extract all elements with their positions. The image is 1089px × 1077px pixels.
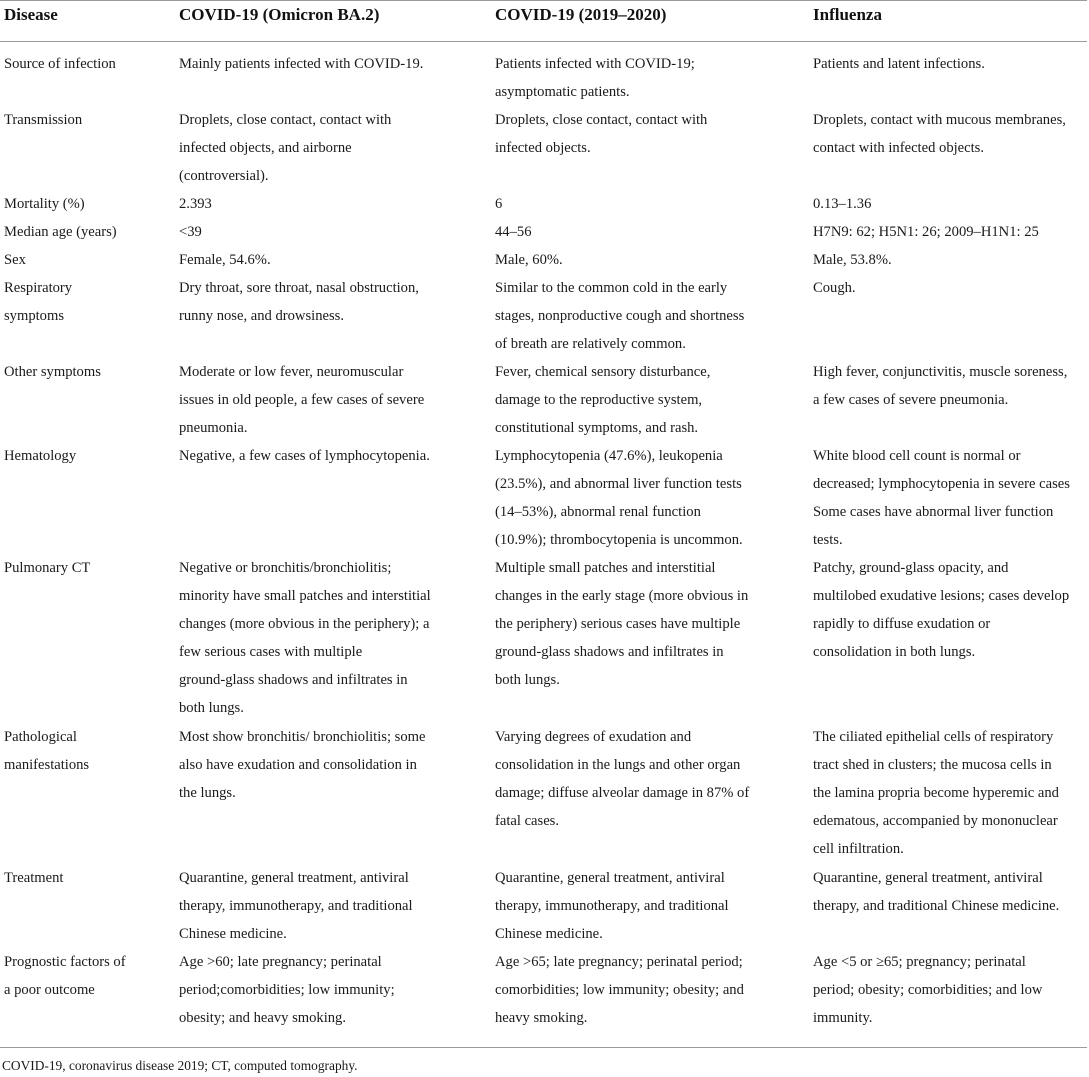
influenza-cell	[813, 246, 892, 274]
row-label	[4, 106, 82, 134]
cell-line: Source of infection	[4, 56, 116, 72]
influenza-cell	[813, 358, 1067, 414]
cell-line: the lungs.	[179, 785, 236, 801]
cell-line: (14–53%), abnormal renal function	[495, 504, 701, 520]
cell-line: consolidation in the lungs and other organ	[495, 757, 741, 773]
row-label	[4, 358, 101, 386]
cell-line: Pathological	[4, 729, 77, 745]
covid-2019-2020-cell	[495, 274, 744, 358]
cell-line: The ciliated epithelial cells of respiratory	[813, 729, 1054, 745]
cell-line: also have exudation and consolidation in	[179, 757, 417, 773]
cell-line: infected objects, and airborne	[179, 140, 352, 156]
cell-line: Quarantine, general treatment, antiviral	[179, 870, 409, 886]
cell-line: Negative, a few cases of lymphocytopenia.	[179, 448, 430, 464]
table-top-rule	[0, 0, 1087, 1]
cell-line: both lungs.	[179, 700, 244, 716]
cell-line: 44–56	[495, 224, 532, 240]
cell-line: Multiple small patches and interstitial	[495, 560, 716, 576]
cell-line: Sex	[4, 252, 26, 268]
cell-line: Quarantine, general treatment, antiviral	[495, 870, 725, 886]
cell-line: manifestations	[4, 757, 90, 773]
covid-2019-2020-cell	[495, 50, 695, 106]
cell-line: stages, nonproductive cough and shortness	[495, 308, 745, 324]
cell-line: White blood cell count is normal or	[813, 448, 1021, 464]
cell-line: 2.393	[179, 196, 212, 212]
row-label	[4, 948, 126, 1004]
cell-line: (10.9%); thrombocytopenia is uncommon.	[495, 532, 743, 548]
cell-line: therapy, immunotherapy, and traditional	[495, 898, 729, 914]
cell-line: 0.13–1.36	[813, 196, 872, 212]
covid-2019-2020-cell	[495, 246, 563, 274]
row-label	[4, 246, 26, 274]
cell-line: Hematology	[4, 448, 77, 464]
cell-line: Most show bronchitis/ bronchiolitis; some	[179, 729, 426, 745]
cell-line: Male, 60%.	[495, 252, 563, 268]
cell-line: infected objects.	[495, 140, 591, 156]
omicron-cell	[179, 50, 423, 78]
cell-line: Fever, chemical sensory disturbance,	[495, 364, 711, 380]
header-omicron: COVID-19 (Omicron BA.2)	[179, 5, 380, 24]
cell-line: contact with infected objects.	[813, 140, 985, 156]
cell-line: Pulmonary CT	[4, 560, 91, 576]
cell-line: changes (more obvious in the periphery); a	[179, 616, 430, 632]
omicron-cell	[179, 218, 202, 246]
cell-line: multilobed exudative lesions; cases develop	[813, 588, 1070, 604]
cell-line: consolidation in both lungs.	[813, 644, 976, 660]
cell-line: Transmission	[4, 112, 83, 128]
influenza-cell	[813, 50, 985, 78]
cell-line: symptoms	[4, 308, 65, 324]
covid-2019-2020-cell	[495, 442, 743, 554]
cell-line: Droplets, close contact, contact with	[495, 112, 708, 128]
covid-2019-2020-cell	[495, 948, 744, 1032]
cell-line: heavy smoking.	[495, 1010, 588, 1026]
cell-line: of breath are relatively common.	[495, 336, 686, 352]
cell-line: Quarantine, general treatment, antiviral	[813, 870, 1043, 886]
row-label	[4, 864, 63, 892]
cell-line: runny nose, and drowsiness.	[179, 308, 344, 324]
covid-2019-2020-cell	[495, 358, 710, 442]
cell-line: Patients and latent infections.	[813, 56, 985, 72]
influenza-cell	[813, 442, 1070, 554]
covid-2019-2020-cell	[495, 106, 707, 162]
cell-line: Chinese medicine.	[495, 926, 603, 942]
cell-line: a few cases of severe pneumonia.	[813, 392, 1009, 408]
cell-line: Moderate or low fever, neuromuscular	[179, 364, 404, 380]
cell-line: Female, 54.6%.	[179, 252, 271, 268]
cell-line: Some cases have abnormal liver function	[813, 504, 1054, 520]
omicron-cell	[179, 190, 212, 218]
omicron-cell	[179, 554, 431, 722]
row-label	[4, 442, 76, 470]
influenza-cell	[813, 723, 1059, 863]
row-label	[4, 190, 85, 218]
cell-line: Similar to the common cold in the early	[495, 280, 728, 296]
cell-line: Patients infected with COVID-19;	[495, 56, 695, 72]
cell-line: (controversial).	[179, 168, 269, 184]
cell-line: Cough.	[813, 280, 856, 296]
cell-line: comorbidities; low immunity; obesity; and	[495, 982, 744, 998]
header-influenza: Influenza	[813, 5, 882, 24]
cell-line: Male, 53.8%.	[813, 252, 892, 268]
cell-line: fatal cases.	[495, 813, 560, 829]
cell-line: Mortality (%)	[4, 196, 85, 212]
influenza-cell	[813, 218, 1039, 246]
table-footnote: COVID-19, coronavirus disease 2019; CT, computed tomography.	[2, 1058, 358, 1073]
cell-line: a poor outcome	[4, 982, 95, 998]
cell-line: Respiratory	[4, 280, 73, 296]
cell-line: the lamina propria become hyperemic and	[813, 785, 1059, 801]
cell-line: ground-glass shadows and infiltrates in	[495, 644, 724, 660]
cell-line: issues in old people, a few cases of severe	[179, 392, 425, 408]
cell-line: Mainly patients infected with COVID-19.	[179, 56, 424, 72]
cell-line: therapy, and traditional Chinese medicine.	[813, 898, 1060, 914]
cell-line: High fever, conjunctivitis, muscle soreness,	[813, 364, 1068, 380]
cell-line: Dry throat, sore throat, nasal obstruction,	[179, 280, 419, 296]
cell-line: H7N9: 62; H5N1: 26; 2009–H1N1: 25	[813, 224, 1039, 240]
influenza-cell	[813, 190, 871, 218]
cell-line: Chinese medicine.	[179, 926, 287, 942]
covid-2019-2020-cell	[495, 864, 729, 948]
omicron-cell	[179, 948, 395, 1032]
row-label	[4, 50, 116, 78]
cell-line: (23.5%), and abnormal liver function tests	[495, 476, 742, 492]
cell-line: both lungs.	[495, 672, 560, 688]
omicron-cell	[179, 274, 419, 330]
cell-line: Varying degrees of exudation and	[495, 729, 692, 745]
covid-2019-2020-cell	[495, 554, 748, 694]
influenza-cell	[813, 274, 856, 302]
row-label	[4, 723, 89, 779]
cell-line: ground-glass shadows and infiltrates in	[179, 672, 408, 688]
covid-2019-2020-cell	[495, 723, 749, 835]
cell-line: damage; diffuse alveolar damage in 87% of	[495, 785, 750, 801]
header-disease: Disease	[4, 5, 58, 24]
influenza-cell	[813, 864, 1059, 920]
cell-line: period;comorbidities; low immunity;	[179, 982, 395, 998]
cell-line: asymptomatic patients.	[495, 84, 630, 100]
table-bottom-rule	[0, 1047, 1087, 1048]
cell-line: rapidly to diffuse exudation or	[813, 616, 991, 632]
cell-line: 6	[495, 196, 503, 212]
omicron-cell	[179, 106, 391, 190]
cell-line: Droplets, close contact, contact with	[179, 112, 392, 128]
cell-line: Lymphocytopenia (47.6%), leukopenia	[495, 448, 723, 464]
cell-line: Age <5 or ≥65; pregnancy; perinatal	[813, 954, 1026, 970]
cell-line: edematous, accompanied by mononuclear	[813, 813, 1058, 829]
cell-line: changes in the early stage (more obvious in	[495, 588, 749, 604]
cell-line: Age >65; late pregnancy; perinatal period;	[495, 954, 743, 970]
cell-line: damage to the reproductive system,	[495, 392, 703, 408]
row-label	[4, 218, 117, 246]
cell-line: pneumonia.	[179, 420, 248, 436]
omicron-cell	[179, 723, 425, 807]
influenza-cell	[813, 554, 1069, 666]
header-covid-2019-2020: COVID-19 (2019–2020)	[495, 5, 667, 24]
row-label	[4, 554, 90, 582]
cell-line: period; obesity; comorbidities; and low	[813, 982, 1043, 998]
covid-2019-2020-cell	[495, 190, 502, 218]
cell-line: tract shed in clusters; the mucosa cells in	[813, 757, 1052, 773]
cell-line: minority have small patches and interstitial	[179, 588, 431, 604]
cell-line: Patchy, ground-glass opacity, and	[813, 560, 1009, 576]
cell-line: obesity; and heavy smoking.	[179, 1010, 346, 1026]
influenza-cell	[813, 948, 1042, 1032]
cell-line: Prognostic factors of	[4, 954, 126, 970]
cell-line: Median age (years)	[4, 224, 117, 240]
row-label	[4, 274, 72, 330]
cell-line: the periphery) serious cases have multiple	[495, 616, 741, 632]
cell-line: <39	[179, 224, 202, 240]
influenza-cell	[813, 106, 1066, 162]
cell-line: Droplets, contact with mucous membranes,	[813, 112, 1066, 128]
cell-line: therapy, immunotherapy, and traditional	[179, 898, 413, 914]
omicron-cell	[179, 358, 424, 442]
cell-line: decreased; lymphocytopenia in severe cases	[813, 476, 1070, 492]
header-rule	[0, 41, 1087, 42]
omicron-cell	[179, 442, 430, 470]
cell-line: constitutional symptoms, and rash.	[495, 420, 699, 436]
cell-line: Treatment	[4, 870, 64, 886]
cell-line: immunity.	[813, 1010, 873, 1026]
cell-line: Other symptoms	[4, 364, 101, 380]
cell-line: few serious cases with multiple	[179, 644, 363, 660]
cell-line: Negative or bronchitis/bronchiolitis;	[179, 560, 392, 576]
omicron-cell	[179, 864, 413, 948]
cell-line: tests.	[813, 532, 843, 548]
cell-line: cell infiltration.	[813, 841, 904, 857]
covid-2019-2020-cell	[495, 218, 531, 246]
cell-line: Age >60; late pregnancy; perinatal	[179, 954, 382, 970]
omicron-cell	[179, 246, 271, 274]
